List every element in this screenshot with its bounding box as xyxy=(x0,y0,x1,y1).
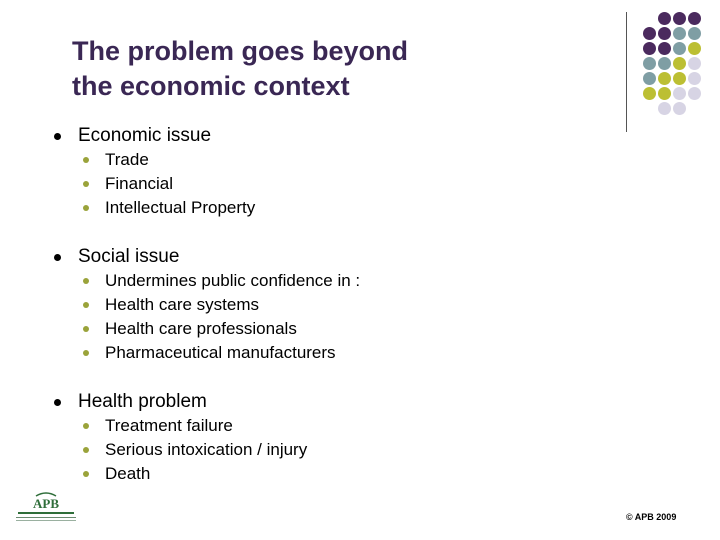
decorative-dot xyxy=(658,57,671,70)
section-heading-economic: Economic issue xyxy=(78,125,212,146)
slide-title xyxy=(72,34,408,104)
decorative-dot xyxy=(658,42,671,55)
sub-bullet-icon xyxy=(83,350,89,356)
sub-bullet-icon xyxy=(83,326,89,332)
decorative-dot xyxy=(643,42,656,55)
sub-bullet-icon xyxy=(83,157,89,163)
bullet-icon xyxy=(54,254,61,261)
sub-bullet-icon xyxy=(83,278,89,284)
list-item: Pharmaceutical manufacturers xyxy=(105,343,336,362)
decorative-dot xyxy=(673,12,686,25)
decorative-dot xyxy=(673,57,686,70)
list-item: Trade xyxy=(105,150,149,169)
list-item: Serious intoxication / injury xyxy=(105,440,308,459)
title-divider-line xyxy=(626,12,627,132)
decorative-dot xyxy=(643,87,656,100)
list-item: Financial xyxy=(105,174,174,193)
decorative-dot xyxy=(658,102,671,115)
sub-bullet-icon xyxy=(83,471,89,477)
decorative-dot xyxy=(688,27,701,40)
decorative-dot xyxy=(688,57,701,70)
decorative-dot xyxy=(643,57,656,70)
decorative-dot xyxy=(673,102,686,115)
decorative-dot xyxy=(688,12,701,25)
decorative-dot xyxy=(673,87,686,100)
list-item: Intellectual Property xyxy=(105,198,256,217)
bullet-icon xyxy=(54,133,61,140)
bullet-icon xyxy=(54,399,61,406)
logo-text: APB xyxy=(33,496,59,511)
sub-bullet-icon xyxy=(83,181,89,187)
decorative-dot xyxy=(673,72,686,85)
decorative-dot xyxy=(658,87,671,100)
decorative-dot xyxy=(643,27,656,40)
decorative-dot xyxy=(658,72,671,85)
decorative-dot xyxy=(658,12,671,25)
decorative-dot xyxy=(688,72,701,85)
list-item: Health care systems xyxy=(105,295,259,314)
sub-bullet-icon xyxy=(83,302,89,308)
decorative-dot xyxy=(673,27,686,40)
decorative-dot xyxy=(688,42,701,55)
copyright-notice: © APB 2009 xyxy=(626,512,677,522)
section-heading-health: Health problem xyxy=(78,391,207,412)
apb-logo xyxy=(14,490,78,526)
sub-bullet-icon xyxy=(83,205,89,211)
sub-bullet-icon xyxy=(83,423,89,429)
decorative-dot xyxy=(688,87,701,100)
section-heading-social: Social issue xyxy=(78,246,180,267)
sub-bullet-icon xyxy=(83,447,89,453)
list-item: Treatment failure xyxy=(105,416,233,435)
list-item: Undermines public confidence in : xyxy=(105,271,361,290)
decorative-dot xyxy=(658,27,671,40)
list-item: Death xyxy=(105,464,151,483)
title-line-1: The problem goes beyond xyxy=(72,36,409,66)
decorative-dot xyxy=(643,72,656,85)
list-item: Health care professionals xyxy=(105,319,297,338)
title-line-2: the economic context xyxy=(72,71,350,101)
decorative-dot xyxy=(673,42,686,55)
